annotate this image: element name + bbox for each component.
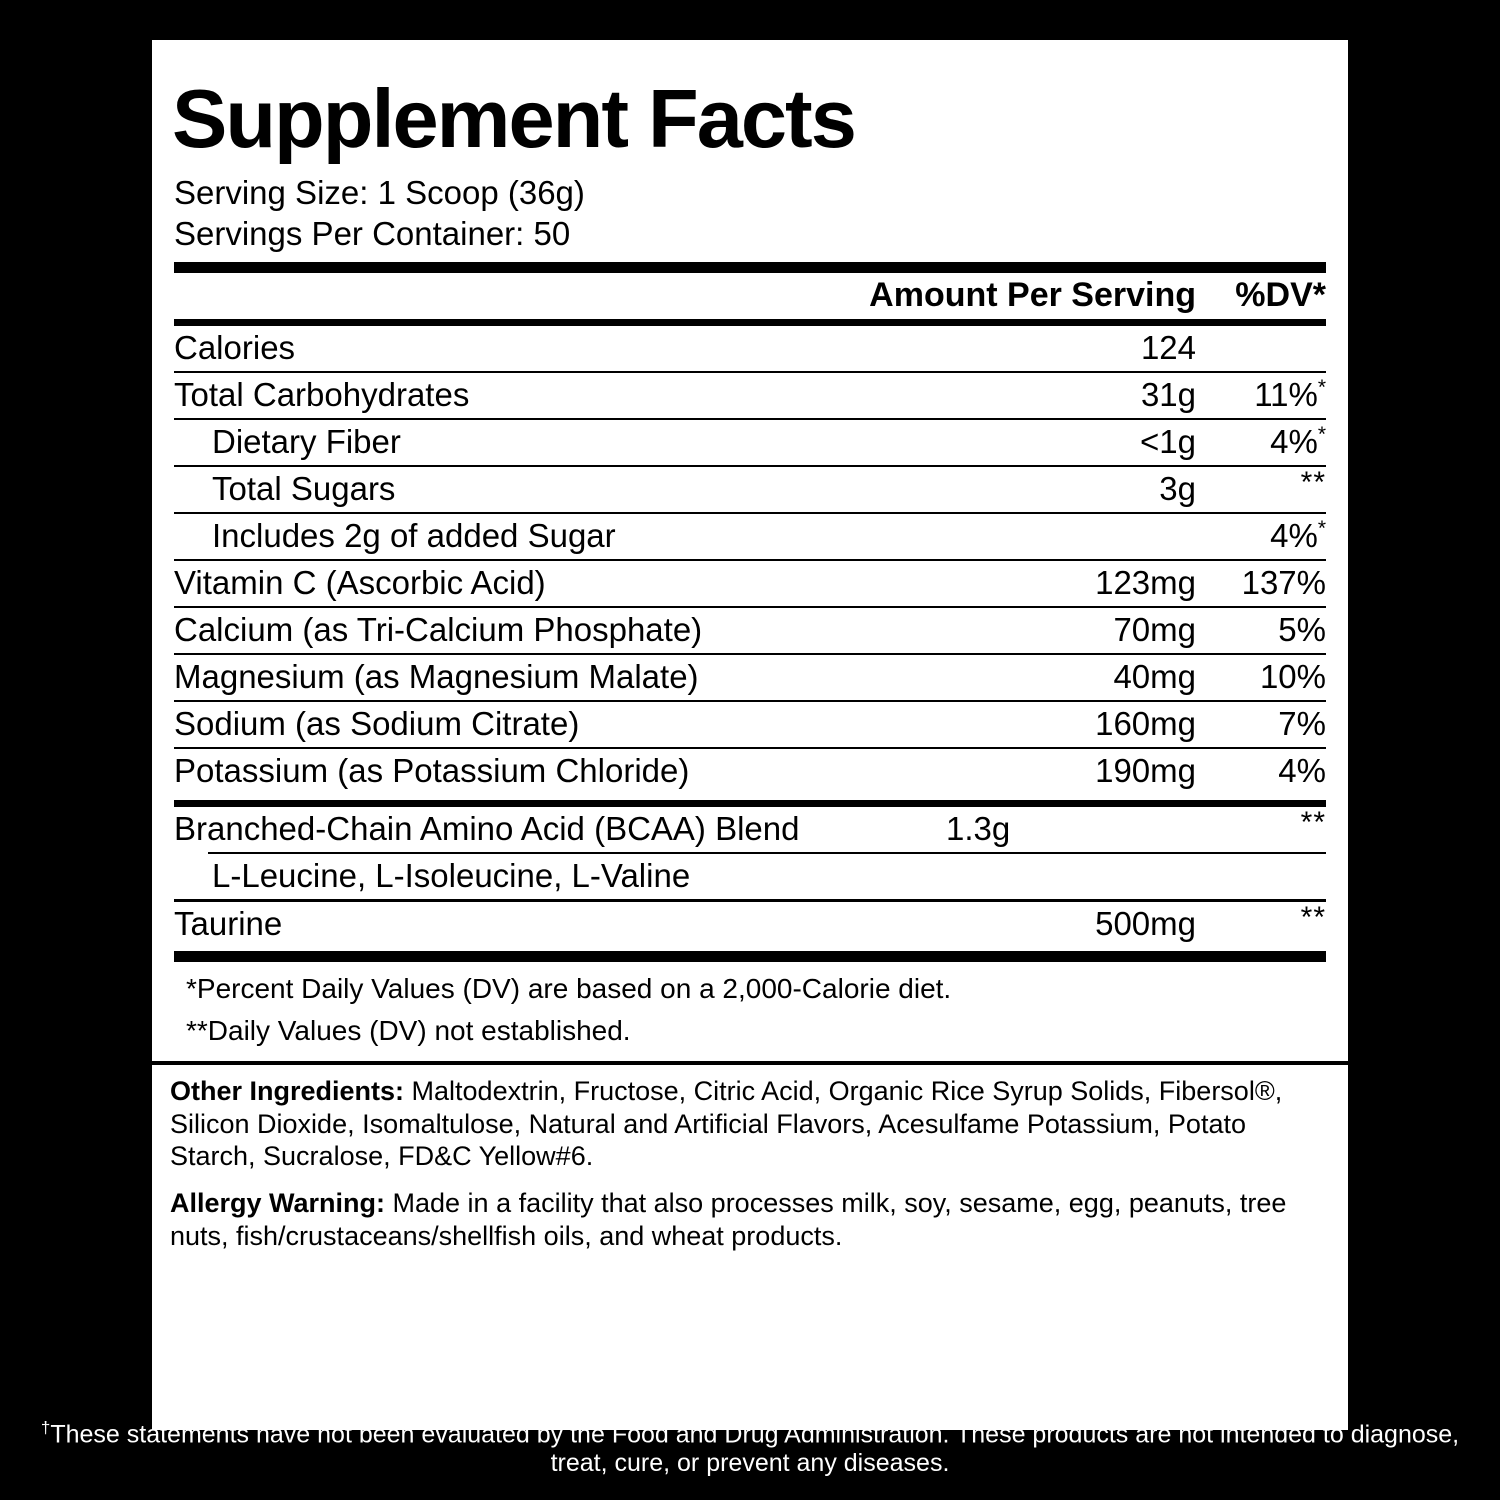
nutrient-name: Calcium (as Tri-Calcium Phosphate): [174, 607, 946, 654]
dv-footnote-mark: *: [1317, 375, 1326, 399]
header-dv: %DV*: [1235, 275, 1326, 314]
footnote-dv-not-established: **Daily Values (DV) not established.: [186, 1015, 631, 1047]
nutrient-name: Calories: [174, 326, 946, 372]
table-row: [174, 466, 1326, 513]
table-row: [174, 701, 1326, 748]
nutrient-rows: [174, 326, 1326, 794]
table-row: [174, 902, 1326, 947]
other-ingredients: [170, 1075, 1330, 1174]
nutrient-amount: 70mg: [946, 607, 1196, 654]
nutrient-amount: 160mg: [946, 701, 1196, 748]
nutrient-name: Total Sugars: [174, 466, 946, 513]
allergy-warning-text: Made in a facility that also processes milk, soy, sesame, egg, peanuts, tree nuts, fish/crustaceans/shellfish oils, and wheat products.: [170, 1188, 1287, 1252]
dv-footnote-mark: *: [1317, 422, 1326, 446]
nutrient-name: Dietary Fiber: [174, 419, 946, 466]
nutrient-dv: 4%*: [1196, 419, 1326, 466]
nutrient-dv: 4%: [1278, 751, 1326, 789]
ingredients-section: [170, 1075, 1330, 1254]
blend-dv: **: [1300, 805, 1326, 839]
allergy-warning-label: Allergy Warning:: [170, 1188, 386, 1219]
divider-header: [174, 319, 1326, 326]
nutrient-name: Potassium (as Potassium Chloride): [174, 751, 690, 789]
nutrient-amount: 40mg: [946, 654, 1196, 701]
divider-footnotes: [174, 951, 1326, 962]
supplement-facts-panel: [152, 40, 1348, 1430]
nutrient-dv: 10%: [1196, 654, 1326, 701]
nutrient-dv: 5%: [1196, 607, 1326, 654]
table-row: [174, 419, 1326, 466]
table-row: [174, 607, 1326, 654]
blend-name: Branched-Chain Amino Acid (BCAA) Blend: [174, 809, 800, 847]
page-title: Supplement Facts: [172, 72, 855, 165]
table-row: [174, 748, 1326, 794]
other-ingredients-text: Maltodextrin, Fructose, Citric Acid, Organic Rice Syrup Solids, Fibersol®, Silicon Dioxide, Isomaltulose, Natural and Artificial Flavors, Acesulfame Potassium, Potato Starch, Sucralose, FD&C Yellow#6.: [170, 1075, 1283, 1172]
serving-info: [174, 173, 1348, 254]
table-row: [174, 654, 1326, 701]
table-row: [174, 326, 1326, 372]
allergy-warning: [170, 1187, 1330, 1253]
nutrient-dv: 11%*: [1196, 372, 1326, 419]
fda-disclaimer: [0, 1418, 1500, 1478]
nutrient-amount: <1g: [946, 419, 1196, 466]
table-header-row: [174, 273, 1326, 319]
nutrient-name: Total Carbohydrates: [174, 372, 946, 419]
footnote-dv-basis: *Percent Daily Values (DV) are based on a 2,000-Calorie diet.: [186, 972, 952, 1004]
table-row: [174, 513, 1326, 560]
nutrient-dv: [1196, 326, 1326, 372]
nutrient-amount: 31g: [946, 372, 1196, 419]
servings-per-container: Servings Per Container: 50: [174, 214, 571, 252]
divider-blend: [174, 800, 1326, 807]
divider-ingredients: [152, 1061, 1348, 1065]
divider-top: [174, 262, 1326, 273]
serving-size: Serving Size: 1 Scoop (36g): [174, 174, 585, 212]
nutrient-dv: 137%: [1196, 560, 1326, 607]
nutrient-name: Magnesium (as Magnesium Malate): [174, 654, 946, 701]
nutrient-amount: 3g: [946, 466, 1196, 513]
table-row: [174, 560, 1326, 607]
table-row: [174, 372, 1326, 419]
other-ingredients-label: Other Ingredients:: [170, 1075, 405, 1106]
nutrient-dv: 4%*: [1196, 513, 1326, 560]
blend-table: [174, 807, 1326, 852]
nutrient-amount: 500mg: [1095, 904, 1196, 942]
nutrient-name: Sodium (as Sodium Citrate): [174, 701, 946, 748]
nutrient-amount: [946, 513, 1196, 560]
nutrient-amount: 123mg: [946, 560, 1196, 607]
blend-sub-table: [174, 854, 1326, 899]
nutrition-table: [174, 273, 1326, 319]
nutrient-dv: 7%: [1196, 701, 1326, 748]
table-row: [174, 807, 1326, 852]
nutrient-name: Includes 2g of added Sugar: [174, 513, 946, 560]
footnotes: [174, 968, 1326, 1053]
nutrient-amount: 190mg: [1095, 751, 1196, 789]
nutrient-dv: **: [1300, 900, 1326, 934]
nutrient-name: Taurine: [174, 904, 283, 942]
dagger-mark: †: [40, 1417, 51, 1437]
nutrient-amount: 124: [946, 326, 1196, 372]
table-row: [174, 854, 1326, 899]
taurine-table: [174, 902, 1326, 947]
fda-disclaimer-text: These statements have not been evaluated by the Food and Drug Administration. These products are not intended to diagnose, treat, cure, or prevent any diseases.: [50, 1420, 1460, 1477]
header-amount: Amount Per Serving: [869, 275, 1196, 314]
nutrient-dv: **: [1196, 466, 1326, 513]
nutrient-name: Vitamin C (Ascorbic Acid): [174, 560, 946, 607]
dv-footnote-mark: *: [1317, 516, 1326, 540]
blend-sub-ingredients: L-Leucine, L-Isoleucine, L-Valine: [212, 856, 691, 894]
blend-amount: 1.3g: [946, 809, 1011, 847]
